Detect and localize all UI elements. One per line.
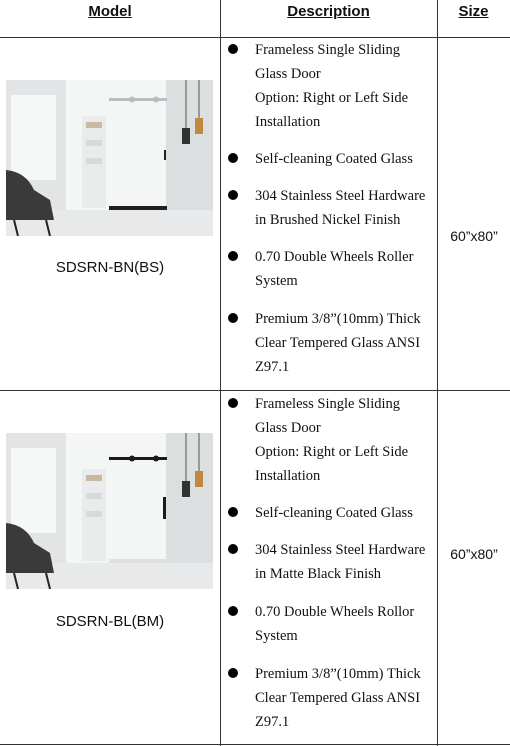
feature-item: 304 Stainless Steel Hardware in Brushed Nickel Finish (228, 184, 434, 232)
row-divider (0, 744, 510, 745)
product-image-nickel (6, 80, 213, 236)
row-divider (0, 390, 510, 391)
bullet-dot (228, 153, 238, 163)
size-value: 60”x80” (450, 546, 498, 562)
feature-list (228, 38, 434, 379)
header-model: Model (88, 3, 132, 20)
feature-item: 304 Stainless Steel Hardware in Matte Black Finish (228, 538, 434, 586)
header-size: Size (458, 3, 489, 20)
feature-list (228, 392, 434, 734)
bullet-dot (228, 190, 238, 200)
bullet-dot (228, 251, 238, 261)
feature-item: Frameless Single Sliding Glass Door Option: Right or Left Side Installation (228, 38, 434, 134)
feature-item: Premium 3/8”(10mm) Thick Clear Tempered Glass ANSI Z97.1 (228, 662, 434, 734)
feature-item: Self-cleaning Coated Glass (228, 501, 434, 525)
column-divider (220, 0, 221, 746)
feature-item: Premium 3/8”(10mm) Thick Clear Tempered Glass ANSI Z97.1 (228, 307, 434, 379)
size-value: 60”x80” (450, 228, 498, 244)
feature-item: 0.70 Double Wheels Roller System (228, 245, 434, 293)
feature-item: 0.70 Double Wheels Rollor System (228, 600, 434, 648)
column-divider (437, 0, 438, 746)
bullet-dot (228, 313, 238, 323)
header-description: Description (287, 3, 370, 20)
feature-item: Frameless Single Sliding Glass Door Option: Right or Left Side Installation (228, 392, 434, 488)
bullet-dot (228, 398, 238, 408)
bullet-dot (228, 544, 238, 554)
bullet-dot (228, 507, 238, 517)
model-name: SDSRN-BL(BM) (55, 613, 165, 630)
feature-item: Self-cleaning Coated Glass (228, 147, 434, 171)
bullet-dot (228, 44, 238, 54)
model-name: SDSRN-BN(BS) (55, 259, 165, 276)
bullet-dot (228, 668, 238, 678)
product-image-black (6, 433, 213, 589)
bullet-dot (228, 606, 238, 616)
